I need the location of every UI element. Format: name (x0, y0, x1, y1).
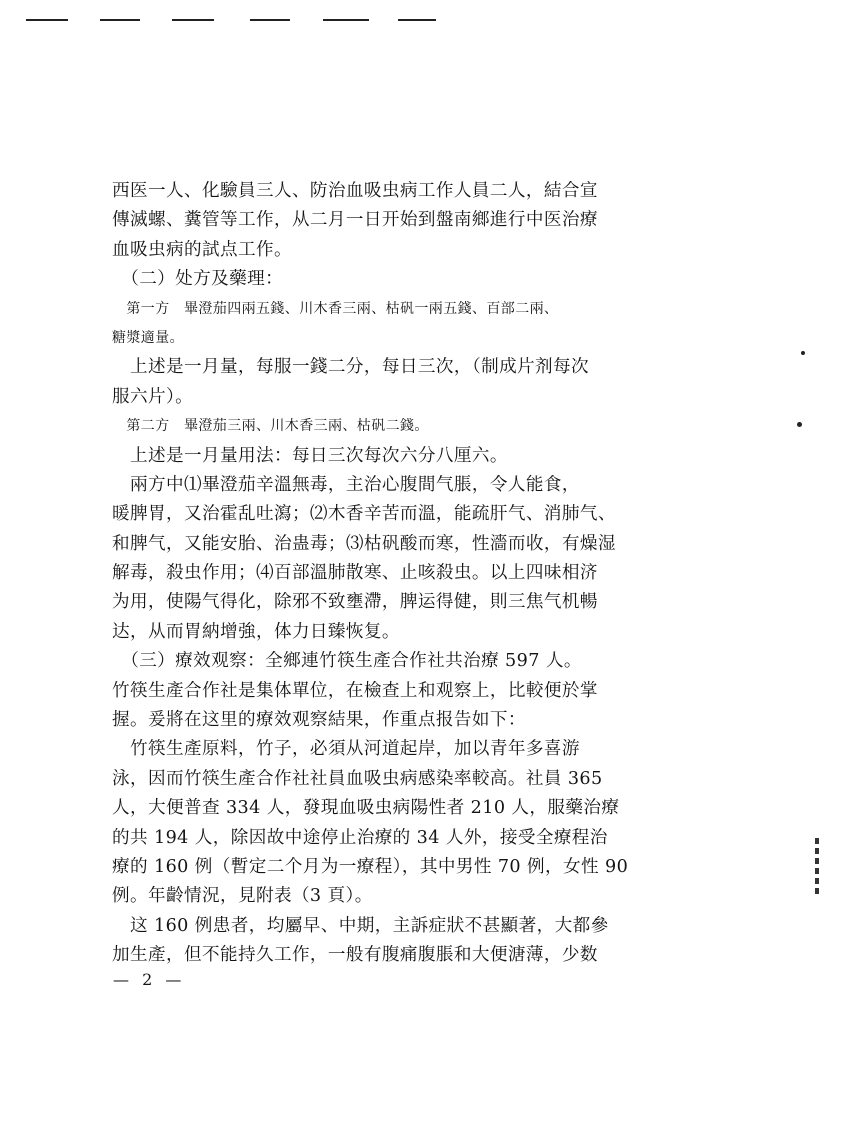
document-body (112, 177, 702, 971)
text-line: 西医一人、化驗員三人、防治血吸虫病工作人員二人，結合宣 (112, 181, 598, 201)
header-rule-1 (26, 19, 68, 21)
margin-marks (813, 838, 821, 898)
text-line: 血吸虫病的試点工作。 (112, 239, 292, 260)
text-line: 上述是一月量，每服一錢二分，每日三次，（制成片剂每次 (112, 357, 590, 378)
text-line: 兩方中⑴畢澄茄辛溫無毒，主治心腹間气脹，令人能食， (112, 474, 580, 495)
text-line: 傳滅螺、糞管等工作，从二月一日开始到盤南鄉進行中医治療 (112, 210, 598, 231)
scan-speck (801, 351, 805, 355)
prescription-line: 第一方 畢澄茄四兩五錢、川木香三兩、枯矾一兩五錢、百部二兩、 (112, 300, 559, 317)
prescription-line: 糖漿適量。 (112, 329, 184, 346)
text-line: 暖脾胃，又治霍乱吐瀉；⑵木香辛苦而溫，能疏肝气、消肺气、 (112, 504, 616, 525)
page-number: — 2 — (113, 970, 186, 989)
text-line: 加生產，但不能持久工作，一般有腹痛腹脹和大便溏薄，少数 (112, 945, 598, 966)
text-line: 上述是一月量用法：每日三次每次六分八厘六。 (112, 445, 508, 466)
text-line: 例。年齡情況，見附表（3 頁）。 (112, 886, 373, 907)
text-line: 服六片）。 (112, 386, 194, 407)
header-rule-2 (100, 19, 140, 21)
section-heading: （三）療效观察：全鄉連竹筷生產合作社共治療 597 人。 (112, 651, 582, 672)
header-rule-3 (172, 19, 214, 21)
text-line: 的共 194 人，除因故中途停止治療的 34 人外，接受全療程治 (112, 827, 608, 848)
text-line: 竹筷生產原料，竹子，必須从河道起岸，加以青年多喜游 (112, 739, 580, 760)
scan-speck (797, 422, 802, 427)
text-line: 达，从而胃納增強，体力日臻恢复。 (112, 621, 400, 642)
header-rule-4 (250, 19, 290, 21)
header-rule-5 (323, 19, 369, 21)
text-line: 握。爰將在这里的療效观察結果，作重点报告如下： (112, 710, 526, 731)
text-line: 和脾气，又能安胎、治蛊毒；⑶枯矾酸而寒，性濇而收，有燥湿 (112, 533, 616, 554)
text-line: 为用，使陽气得化，除邪不致壅滯，脾运得健，則三焦气机暢 (112, 592, 598, 613)
text-line: 这 160 例患者，均屬早、中期，主訴症狀不甚顯著，大都參 (112, 915, 609, 936)
header-rule-6 (398, 19, 436, 21)
text-line: 竹筷生產合作社是集体單位，在檢查上和观察上，比較便於掌 (112, 680, 598, 701)
text-line: 泳，因而竹筷生產合作社社員血吸虫病感染率較高。社員 365 (112, 768, 603, 789)
text-line: 解毒，殺虫作用；⑷百部溫肺散寒、止咳殺虫。以上四味相济 (112, 563, 598, 584)
text-line: 療的 160 例（暫定二个月为一療程），其中男性 70 例，女性 90 (112, 856, 629, 877)
prescription-line: 第二方 畢澄茄三兩、川木香三兩、枯矾二錢。 (112, 418, 429, 435)
section-heading: （二）处方及藥理： (112, 269, 284, 290)
text-line: 人，大便普查 334 人，發現血吸虫病陽性者 210 人，服藥治療 (112, 798, 620, 819)
